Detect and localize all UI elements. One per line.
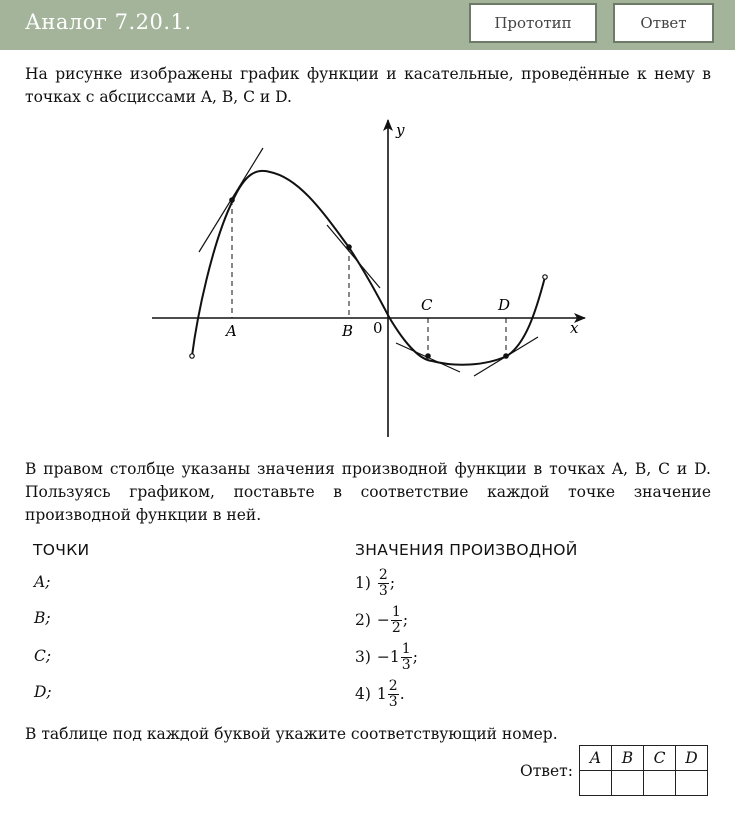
value-end: ; — [402, 611, 409, 629]
answer-input-cell-a[interactable] — [580, 771, 612, 796]
answer-header-cell: D — [676, 746, 708, 771]
x-axis-label: x — [570, 319, 579, 337]
value-end: ; — [412, 648, 418, 666]
point-item: B; — [34, 609, 51, 627]
intro-text: На рисунке изображены график функции и касательные, проведённые к нему в точках с абсциссами A, B, C и D. — [25, 65, 711, 106]
points-header: ТОЧКИ — [33, 541, 90, 559]
fraction-numerator: 2 — [388, 677, 398, 694]
y-axis-label: y — [396, 121, 405, 139]
answer-input-cell-b[interactable] — [612, 771, 644, 796]
label-b: B — [342, 322, 354, 340]
fraction-numerator: 2 — [378, 566, 388, 583]
answer-input-cell-d[interactable] — [676, 771, 708, 796]
value-fraction — [391, 605, 402, 636]
answer-header-cell: A — [580, 746, 612, 771]
fraction-denominator: 3 — [388, 693, 398, 710]
task-title: Аналог 7.20.1. — [25, 10, 192, 34]
value-end: . — [399, 685, 405, 703]
answer-table — [579, 745, 708, 796]
value-sign: − — [376, 648, 390, 666]
value-sign: − — [376, 611, 390, 629]
header-bar — [0, 0, 735, 50]
final-instruction: В таблице под каждой буквой укажите соответствующий номер. — [25, 725, 558, 743]
value-item — [355, 563, 395, 603]
value-item — [355, 600, 408, 640]
answer-header-cell: C — [644, 746, 676, 771]
value-fraction — [401, 642, 412, 673]
fraction-numerator: 1 — [401, 640, 411, 657]
value-item — [355, 674, 405, 714]
value-fraction — [378, 568, 389, 599]
point-c — [425, 353, 431, 359]
answer-label: Ответ: — [520, 762, 573, 780]
value-whole: 1 — [376, 685, 387, 703]
value-index: 2) — [355, 611, 371, 629]
label-c: C — [421, 296, 433, 314]
value-end: ; — [389, 574, 396, 592]
point-item: C; — [34, 647, 52, 665]
fraction-denominator: 2 — [391, 619, 401, 636]
value-index: 3) — [355, 648, 371, 666]
prototype-button[interactable]: Прототип — [469, 3, 597, 43]
value-whole: 1 — [389, 648, 400, 666]
point-item: A; — [34, 573, 51, 591]
answer-header-cell: B — [612, 746, 644, 771]
function-graph — [0, 110, 735, 445]
fraction-denominator: 3 — [378, 582, 388, 599]
answer-button[interactable]: Ответ — [613, 3, 714, 43]
label-d: D — [498, 296, 511, 314]
task-text: В правом столбце указаны значения производной функции в точках A, B, C и D. Пользуясь графиком, поставьте в соответствие каждой точке значение производной функции в ней. — [25, 460, 711, 524]
value-index: 1) — [355, 574, 371, 592]
values-header: ЗНАЧЕНИЯ ПРОИЗВОДНОЙ — [355, 541, 578, 559]
curve-start-point — [190, 354, 194, 358]
point-b — [346, 244, 352, 250]
value-fraction — [388, 679, 399, 710]
tangent-b — [327, 225, 380, 288]
answer-input-cell-c[interactable] — [644, 771, 676, 796]
value-index: 4) — [355, 685, 371, 703]
fraction-denominator: 3 — [401, 656, 411, 673]
function-curve — [192, 171, 545, 365]
fraction-numerator: 1 — [391, 603, 401, 620]
label-a: A — [226, 322, 237, 340]
point-item: D; — [34, 683, 52, 701]
origin-label: 0 — [373, 319, 383, 337]
value-item — [355, 637, 418, 677]
point-a — [229, 197, 235, 203]
curve-end-point — [543, 275, 547, 279]
point-d — [503, 353, 509, 359]
